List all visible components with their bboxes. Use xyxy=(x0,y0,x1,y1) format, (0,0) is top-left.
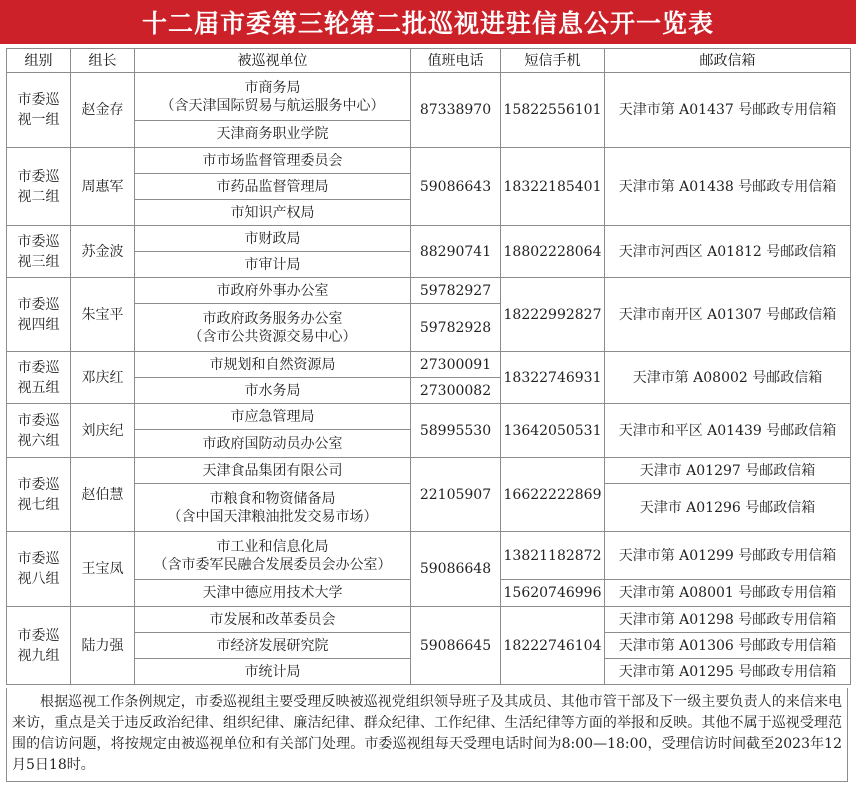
inspected-unit-line: （含市委军民融合发展委员会办公室） xyxy=(153,556,392,573)
mailbox xyxy=(605,148,851,226)
group-leader-line: 陆力强 xyxy=(81,637,124,654)
header-mailbox: 邮政信箱 xyxy=(605,49,851,73)
inspected-unit-line: 市水务局 xyxy=(244,382,301,399)
group-name-line: 视七组 xyxy=(17,496,60,513)
duty-phone-line: 58995530 xyxy=(419,422,492,439)
inspected-unit-line: 市发展和改革委员会 xyxy=(209,611,336,628)
group-name xyxy=(7,607,71,685)
mailbox xyxy=(605,404,851,458)
duty-phone xyxy=(411,148,501,226)
inspected-unit xyxy=(135,378,411,404)
header-leader: 组长 xyxy=(71,49,135,73)
table-row xyxy=(7,352,851,378)
inspected-unit xyxy=(135,121,411,148)
duty-phone xyxy=(411,278,501,304)
mailbox-line: 天津市南开区 A01307 号邮政信箱 xyxy=(618,306,837,323)
table-row xyxy=(7,532,851,580)
sms-phone-line: 16622222869 xyxy=(503,486,602,503)
inspected-unit-line: 市商务局 xyxy=(244,79,301,96)
mailbox xyxy=(605,633,851,659)
duty-phone-line: 59782928 xyxy=(419,319,492,336)
group-name-line: 市委巡 xyxy=(17,233,60,250)
sms-phone-line: 13642050531 xyxy=(503,422,602,439)
duty-phone-line: 59086645 xyxy=(419,637,492,654)
duty-phone xyxy=(411,352,501,378)
group-name xyxy=(7,148,71,226)
inspected-unit-line: 市规划和自然资源局 xyxy=(209,356,336,373)
table-row xyxy=(7,278,851,304)
inspected-unit xyxy=(135,174,411,200)
inspected-unit xyxy=(135,659,411,685)
table-row xyxy=(7,404,851,430)
group-name xyxy=(7,278,71,352)
duty-phone-line: 27300091 xyxy=(419,356,492,373)
group-leader-line: 朱宝平 xyxy=(81,306,124,323)
sms-phone xyxy=(501,458,605,532)
group-leader-line: 赵金存 xyxy=(81,102,124,118)
group-leader xyxy=(71,458,135,532)
inspected-unit xyxy=(135,633,411,659)
inspected-unit xyxy=(135,352,411,378)
mailbox-line: 天津市 A01297 号邮政信箱 xyxy=(639,462,816,479)
sms-phone-line: 18322185401 xyxy=(503,178,602,195)
table-row xyxy=(7,73,851,121)
group-leader xyxy=(71,352,135,404)
inspected-unit xyxy=(135,278,411,304)
group-leader-line: 刘庆纪 xyxy=(81,422,124,439)
group-leader-line: 邓庆红 xyxy=(81,369,124,386)
header-row xyxy=(7,49,851,73)
group-leader xyxy=(71,148,135,226)
inspected-unit-line: （含市公共资源交易中心） xyxy=(188,328,357,345)
table-body xyxy=(7,73,851,685)
sms-phone xyxy=(501,352,605,404)
duty-phone-line: 22105907 xyxy=(419,486,492,503)
duty-phone xyxy=(411,404,501,458)
mailbox-line: 天津市和平区 A01439 号邮政信箱 xyxy=(618,422,837,439)
table-row xyxy=(7,458,851,484)
header-duty-phone: 值班电话 xyxy=(411,49,501,73)
sms-phone xyxy=(501,226,605,278)
header-unit: 被巡视单位 xyxy=(135,49,411,73)
sms-phone xyxy=(501,404,605,458)
group-name xyxy=(7,352,71,404)
mailbox xyxy=(605,532,851,580)
sms-phone-line: 18322746931 xyxy=(503,369,602,386)
mailbox xyxy=(605,659,851,685)
group-name-line: 市委巡 xyxy=(17,359,60,376)
inspected-unit xyxy=(135,304,411,352)
group-leader-line: 赵伯慧 xyxy=(81,486,124,503)
group-leader xyxy=(71,607,135,685)
mailbox xyxy=(605,580,851,607)
duty-phone-line: 59086648 xyxy=(419,561,492,577)
inspected-unit-line: 市工业和信息化局 xyxy=(216,538,329,555)
sms-phone-line: 15822556101 xyxy=(503,102,602,118)
mailbox-line: 天津市第 A01295 号邮政专用信箱 xyxy=(618,663,837,680)
group-name-line: 视九组 xyxy=(17,647,60,664)
table-row xyxy=(7,607,851,633)
table-row xyxy=(7,148,851,174)
group-name xyxy=(7,226,71,278)
sms-phone-line: 18222746104 xyxy=(503,637,602,654)
header-group: 组别 xyxy=(7,49,71,73)
sms-phone xyxy=(501,73,605,148)
group-name-line: 视五组 xyxy=(17,379,60,396)
sms-phone xyxy=(501,607,605,685)
inspected-unit xyxy=(135,200,411,226)
inspected-unit-line: 市药品监督管理局 xyxy=(216,178,329,195)
mailbox xyxy=(605,352,851,404)
inspected-unit xyxy=(135,252,411,278)
inspected-unit xyxy=(135,148,411,174)
mailbox xyxy=(605,607,851,633)
mailbox-line: 天津市第 A01299 号邮政专用信箱 xyxy=(618,547,837,564)
sms-phone xyxy=(501,532,605,580)
inspected-unit xyxy=(135,404,411,430)
group-name-line: 市委巡 xyxy=(17,92,60,108)
group-leader-line: 王宝凤 xyxy=(81,561,124,577)
inspected-unit xyxy=(135,532,411,580)
footnote: 根据巡视工作条例规定，市委巡视组主要受理反映被巡视党组织领导班子及其成员、其他市管干部及下一级主要负责人的来信来电来访，重点是关于违反政治纪律、组织纪律、廉洁纪律、群众纪律、工作纪律、生活纪律等方面的举报和反映。其他不属于巡视受理范围的信访问题，将按规定由被巡视单位和有关部门处理。市委巡视组每天受理电话时间为8:00—18:00，受理信访时间截至2023年12月5日18时。 xyxy=(12,694,842,773)
group-name-line: 视二组 xyxy=(17,188,60,205)
group-name-line: 市委巡 xyxy=(17,627,60,644)
group-leader xyxy=(71,73,135,148)
inspected-unit-line: 市审计局 xyxy=(244,256,301,273)
inspected-unit-line: 市经济发展研究院 xyxy=(216,637,329,654)
inspected-unit-line: 天津商务职业学院 xyxy=(216,126,329,142)
inspected-unit-line: 市政府外事办公室 xyxy=(216,282,329,299)
group-name-line: 视八组 xyxy=(17,571,60,587)
table-row xyxy=(7,226,851,252)
duty-phone xyxy=(411,378,501,404)
inspected-unit-line: （含天津国际贸易与航运服务中心） xyxy=(160,97,385,114)
mailbox-line: 天津市第 A08002 号邮政信箱 xyxy=(632,369,823,386)
group-name-line: 视一组 xyxy=(17,112,60,128)
group-name-line: 市委巡 xyxy=(17,551,60,567)
group-name-line: 市委巡 xyxy=(17,476,60,493)
table-title: 十二届市委第三轮第二批巡视进驻信息公开一览表 xyxy=(0,0,856,44)
group-name-line: 视三组 xyxy=(17,253,60,270)
sms-phone-line: 18802228064 xyxy=(503,243,602,260)
inspected-unit-line: 天津中德应用技术大学 xyxy=(202,585,343,601)
mailbox xyxy=(605,484,851,532)
group-leader xyxy=(71,278,135,352)
group-name-line: 市委巡 xyxy=(17,412,60,429)
inspected-unit-line: 市粮食和物资储备局 xyxy=(209,490,336,507)
mailbox-line: 天津市第 A08001 号邮政专用信箱 xyxy=(618,585,837,601)
group-leader xyxy=(71,532,135,607)
sms-phone xyxy=(501,580,605,607)
group-name xyxy=(7,73,71,148)
mailbox xyxy=(605,278,851,352)
duty-phone xyxy=(411,226,501,278)
inspected-unit-line: 天津食品集团有限公司 xyxy=(202,462,343,479)
inspected-unit xyxy=(135,226,411,252)
mailbox xyxy=(605,73,851,148)
sms-phone xyxy=(501,278,605,352)
inspected-unit xyxy=(135,607,411,633)
mailbox-line: 天津市 A01296 号邮政信箱 xyxy=(639,499,816,516)
duty-phone xyxy=(411,607,501,685)
inspected-unit xyxy=(135,430,411,458)
group-name-line: 市委巡 xyxy=(17,168,60,185)
inspected-unit-line: 市财政局 xyxy=(244,230,301,247)
inspected-unit-line: 市知识产权局 xyxy=(230,204,315,221)
inspected-unit xyxy=(135,458,411,484)
inspected-unit xyxy=(135,484,411,532)
group-name xyxy=(7,458,71,532)
mailbox-line: 天津市第 A01438 号邮政专用信箱 xyxy=(618,178,837,195)
inspection-table xyxy=(6,48,851,685)
group-leader xyxy=(71,226,135,278)
duty-phone xyxy=(411,458,501,532)
group-name-line: 视六组 xyxy=(17,432,60,449)
duty-phone-line: 87338970 xyxy=(419,102,492,118)
sms-phone xyxy=(501,148,605,226)
header-sms: 短信手机 xyxy=(501,49,605,73)
mailbox-line: 天津市第 A01306 号邮政专用信箱 xyxy=(618,637,837,654)
inspected-unit-line: 市政府国防动员办公室 xyxy=(202,435,343,452)
inspected-unit-line: （含中国天津粮油批发交易市场） xyxy=(167,508,378,525)
mailbox xyxy=(605,458,851,484)
sms-phone-line: 13821182872 xyxy=(503,547,602,564)
inspected-unit-line: 市应急管理局 xyxy=(230,408,315,425)
mailbox-line: 天津市第 A01298 号邮政专用信箱 xyxy=(618,611,837,628)
sms-phone-line: 15620746996 xyxy=(503,585,602,601)
duty-phone xyxy=(411,304,501,352)
duty-phone-line: 88290741 xyxy=(419,243,492,260)
group-name-line: 视四组 xyxy=(17,316,60,333)
group-leader-line: 苏金波 xyxy=(81,243,124,260)
inspected-unit-line: 市政府政务服务办公室 xyxy=(202,310,343,327)
group-name xyxy=(7,404,71,458)
duty-phone-line: 27300082 xyxy=(419,382,492,399)
mailbox-line: 天津市第 A01437 号邮政专用信箱 xyxy=(618,102,837,118)
mailbox-line: 天津市河西区 A01812 号邮政信箱 xyxy=(618,243,837,260)
duty-phone-line: 59782927 xyxy=(419,282,492,299)
group-name xyxy=(7,532,71,607)
inspected-unit xyxy=(135,73,411,121)
inspected-unit-line: 市市场监督管理委员会 xyxy=(202,152,343,169)
duty-phone-line: 59086643 xyxy=(419,178,492,195)
inspected-unit xyxy=(135,580,411,607)
sms-phone-line: 18222992827 xyxy=(503,306,602,323)
inspected-unit-line: 市统计局 xyxy=(244,663,301,680)
mailbox xyxy=(605,226,851,278)
group-leader-line: 周惠军 xyxy=(81,178,124,195)
duty-phone xyxy=(411,532,501,607)
group-leader xyxy=(71,404,135,458)
duty-phone xyxy=(411,73,501,148)
group-name-line: 市委巡 xyxy=(17,296,60,313)
